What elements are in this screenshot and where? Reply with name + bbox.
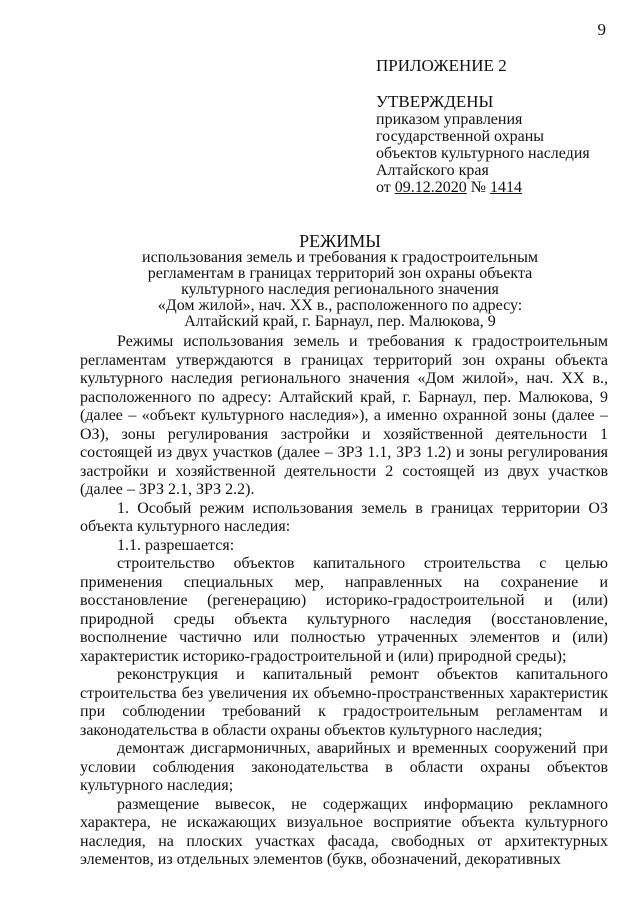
heading-line: культурного наследия регионального значения	[181, 281, 499, 298]
document-body	[80, 333, 608, 870]
paragraph: Режимы использования земель и требования к градостроительным регламентам утверждаются в границах территорий зон охраны объекта культурного наследия регионального значения «Дом жилой», нач. XX в., расположенного по адресу: Алтайский край, г. Барнаул, пер. Малюкова, 9 (далее – «объект культурного наследия»), а именно охранной зоны (далее – ОЗ), зоны регулирования застройки и хозяйственной деятельности 1 состоящей из двух участков (далее – ЗРЗ 1.1, ЗРЗ 1.2) и зоны регулирования застройки и хозяйственной деятельности 2 состоящей из двух участков (далее – ЗРЗ 2.1, ЗРЗ 2.2).	[80, 333, 608, 498]
order-number-sign: №	[466, 179, 491, 196]
order-line	[376, 179, 616, 196]
heading-line: «Дом жилой», нач. XX в., расположенного по адресу:	[157, 297, 523, 314]
paragraph: демонтаж дисгармоничных, аварийных и временных сооружений при условии соблюдения законодательства в области охраны объектов культурного наследия;	[80, 740, 608, 794]
order-number: 1414	[490, 179, 523, 196]
approval-line: объектов культурного наследия	[376, 145, 590, 162]
approval-line: приказом управления	[376, 111, 523, 128]
page-number: 9	[597, 20, 606, 39]
paragraph: реконструкция и капитальный ремонт объектов капитального строительства без увеличения их объемно-пространственных характеристик при соблюдении требований к градостроительным регламентам и законодательства в области охраны объектов культурного наследия;	[80, 666, 608, 739]
heading-line: Алтайский край, г. Барнаул, пер. Малюкова, 9	[184, 313, 496, 330]
approval-line: Алтайского края	[376, 162, 489, 179]
approval-line: государственной охраны	[376, 128, 545, 145]
paragraph: строительство объектов капитального строительства с целью применения специальных мер, направленных на сохранение и восстановление (регенерацию) историко-градостроительной и (или) природной среды объекта культурного наследия (восстановление, восполнение частично или полностью утраченных элементов и (или) характеристик историко-градостроительной и (или) природной среды);	[80, 555, 608, 665]
paragraph: размещение вывесок, не содержащих информацию рекламного характера, не искажающих визуальное восприятие объекта культурного наследия, на плоских участках фасада, свободных от архитектурных элементов, из отдельных элементов (букв, обозначений, декоративных	[80, 795, 608, 868]
appendix-title: ПРИЛОЖЕНИЕ 2	[376, 56, 507, 75]
document-heading	[100, 233, 580, 330]
appendix-block	[376, 57, 616, 196]
approved-title: УТВЕРЖДЕНЫ	[376, 92, 494, 111]
heading-title: РЕЖИМЫ	[299, 231, 381, 251]
order-date: 09.12.2020	[394, 179, 467, 196]
paragraph: 1.1. разрешается:	[117, 536, 235, 554]
heading-line: регламентам в границах территорий зон охраны объекта	[147, 265, 533, 282]
heading-line: использования земель и требования к градостроительным	[142, 249, 538, 266]
paragraph: 1. Особый режим использования земель в границах территории ОЗ объекта культурного наследия:	[80, 499, 608, 535]
order-prefix: от	[376, 179, 395, 196]
